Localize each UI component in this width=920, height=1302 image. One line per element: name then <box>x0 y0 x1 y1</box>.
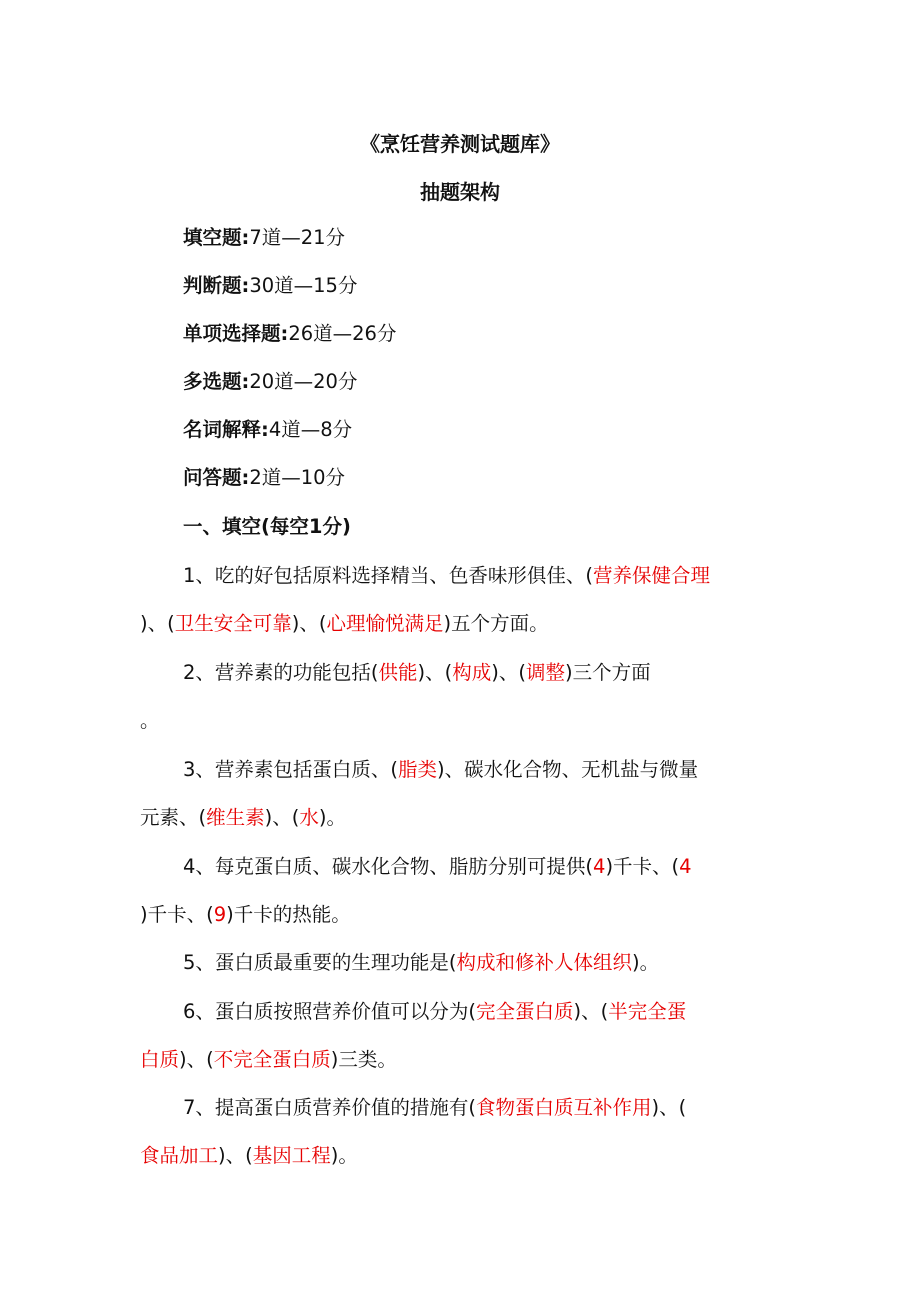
question-text: )千卡、( <box>605 855 680 878</box>
question-2-line-1 <box>183 657 823 685</box>
answer-text: 卫生安全可靠 <box>174 612 292 635</box>
structure-item <box>183 462 823 490</box>
question-3-line-2 <box>140 802 780 830</box>
question-text: )、( <box>491 661 526 684</box>
structure-item <box>183 270 823 298</box>
question-text: )。 <box>330 1144 358 1167</box>
question-text: 。 <box>140 709 160 732</box>
answer-text: 半完全蛋 <box>608 1000 687 1023</box>
question-text: )千卡的热能。 <box>226 903 351 926</box>
question-text: 5、蛋白质最重要的生理功能是( <box>183 951 457 974</box>
question-text: )三个方面 <box>565 661 651 684</box>
structure-item <box>183 414 823 442</box>
question-7-line-1 <box>183 1092 823 1120</box>
question-3-line-1 <box>183 754 823 782</box>
question-text: 3、营养素包括蛋白质、( <box>183 758 399 781</box>
structure-item <box>183 222 823 250</box>
structure-label: 判断题: <box>183 274 250 297</box>
question-text: )、( <box>179 1048 214 1071</box>
question-text: 1、吃的好包括原料选择精当、色香味形俱佳、( <box>183 564 594 587</box>
answer-text: 水 <box>299 806 319 829</box>
answer-text: 完全蛋白质 <box>476 1000 574 1023</box>
answer-text: 心理愉悦满足 <box>326 612 444 635</box>
structure-item <box>183 366 823 394</box>
question-text: )、( <box>651 1096 687 1119</box>
question-text: 2、营养素的功能包括( <box>183 661 379 684</box>
structure-label: 填空题: <box>183 226 250 249</box>
question-1-line-2 <box>140 608 780 636</box>
question-text: )、( <box>291 612 327 635</box>
answer-text: 4 <box>679 855 692 878</box>
question-4-line-2 <box>140 899 780 927</box>
structure-label: 名词解释: <box>183 418 269 441</box>
answer-text: 白质 <box>140 1048 180 1071</box>
question-7-line-2 <box>140 1140 780 1168</box>
question-6-line-2 <box>140 1044 780 1072</box>
structure-value: 7道—21分 <box>249 226 346 249</box>
question-text: 7、提高蛋白质营养价值的措施有( <box>183 1096 477 1119</box>
question-text: 元素、( <box>140 806 207 829</box>
question-5-line-1 <box>183 947 823 975</box>
structure-label: 单项选择题: <box>183 322 289 345</box>
question-text: )、( <box>140 612 175 635</box>
question-text: )三类。 <box>330 1048 397 1071</box>
structure-label: 多选题: <box>183 370 250 393</box>
question-text: )千卡、( <box>140 903 214 926</box>
answer-text: 食物蛋白质互补作用 <box>476 1096 652 1119</box>
answer-text: 脂类 <box>398 758 438 781</box>
structure-value: 26道—26分 <box>288 322 397 345</box>
question-6-line-1 <box>183 996 823 1024</box>
answer-text: 维生素 <box>206 806 265 829</box>
answer-text: 供能 <box>378 661 418 684</box>
document-subtitle: 抽题架构 <box>420 180 500 204</box>
structure-item <box>183 318 823 346</box>
question-4-line-1 <box>183 851 823 879</box>
answer-text: 调整 <box>525 661 565 684</box>
question-text: )、碳水化合物、无机盐与微量 <box>437 758 699 781</box>
answer-text: 不完全蛋白质 <box>213 1048 331 1071</box>
answer-text: 基因工程 <box>252 1144 331 1167</box>
answer-text: 食品加工 <box>140 1144 219 1167</box>
question-2-line-2 <box>140 705 780 733</box>
question-1-line-1 <box>183 560 823 588</box>
section-heading: 一、填空(每空1分) <box>183 515 351 538</box>
answer-text: 营养保健合理 <box>593 564 711 587</box>
question-text: )。 <box>632 951 660 974</box>
structure-value: 30道—15分 <box>249 274 358 297</box>
question-text: )五个方面。 <box>443 612 549 635</box>
answer-text: 构成 <box>452 661 492 684</box>
structure-value: 2道—10分 <box>249 466 346 489</box>
structure-value: 4道—8分 <box>268 418 353 441</box>
document-title: 《烹饪营养测试题库》 <box>360 132 560 156</box>
question-text: )。 <box>318 806 346 829</box>
question-text: 6、蛋白质按照营养价值可以分为( <box>183 1000 477 1023</box>
answer-text: 4 <box>593 855 606 878</box>
question-text: )、( <box>417 661 453 684</box>
structure-label: 问答题: <box>183 466 250 489</box>
question-text: )、( <box>264 806 300 829</box>
question-text: )、( <box>573 1000 609 1023</box>
answer-text: 9 <box>213 903 227 926</box>
answer-text: 构成和修补人体组织 <box>456 951 633 974</box>
question-text: )、( <box>218 1144 253 1167</box>
question-text: 4、每克蛋白质、碳水化合物、脂肪分别可提供( <box>183 855 594 878</box>
structure-value: 20道—20分 <box>249 370 358 393</box>
